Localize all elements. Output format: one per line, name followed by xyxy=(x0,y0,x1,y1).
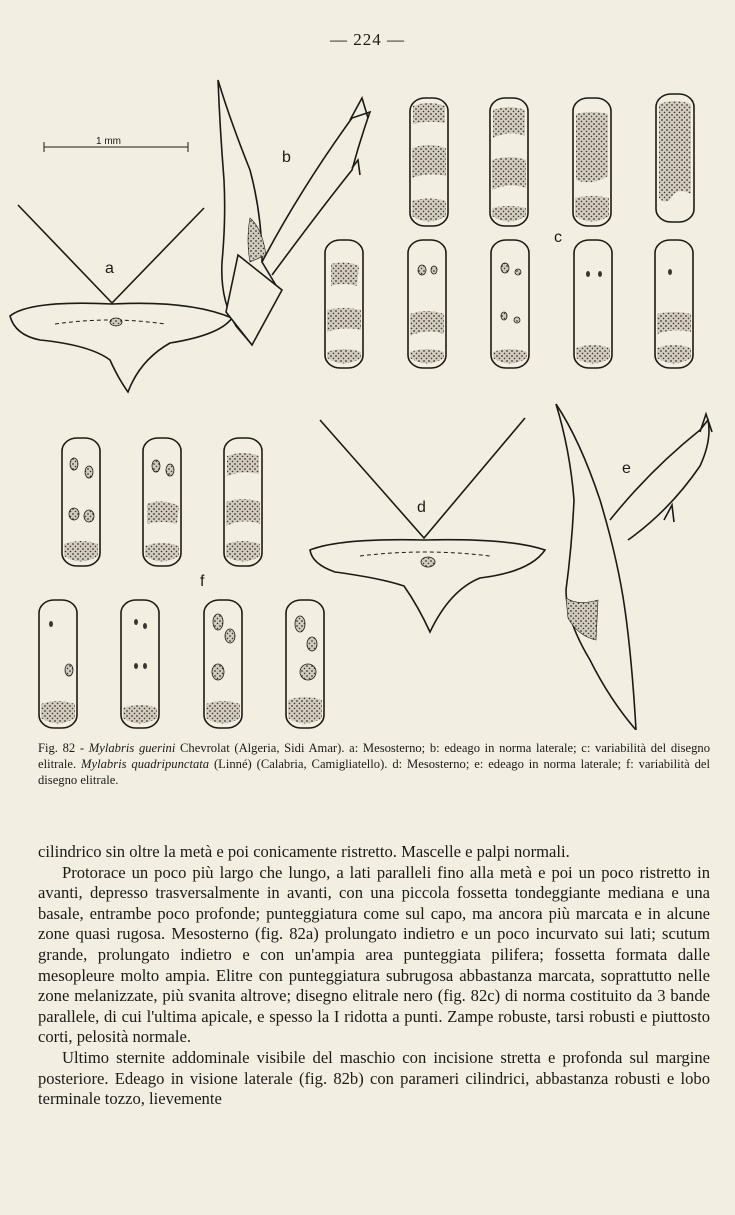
paragraph-2: Protorace un poco più largo che lungo, a lati paralleli fino alla metà e poi un poco ristretto in avanti, depresso trasversalmente in avanti, con una piccola fossetta tondeggiante mediana e una basale, entrambe poco profonde; punteggiatura come sul capo, ma ancora più marcata e in alcune zone quasi rugosa. Mesosterno (fig. 82a) prolungato indietro e un poco incurvato sui lati; scutum grande, prolungato indietro e con un'ampia area punteggiata pilifera; fossetta formata dalle mesopleure molto ampia. Elitre con punteggiatura subrugosa abbastanza marcata, soprattutto nelle zone melanizzate, più svanita altrove; disegno elitrale nero (fig. 82c) di norma costituito da 3 bande parallele, di cui l'ultima apicale, e spesso la I ridotta a punti. Zampe robuste, tarsi robusti e piuttosto corti, pelosità normale. xyxy=(38,862,710,1047)
caption-fig-number: Fig. 82 - xyxy=(38,741,89,755)
paragraph-1: cilindrico sin oltre la metà e poi conicamente ristretto. Mascelle e palpi normali. xyxy=(38,842,570,861)
drawing-d-mesosternum xyxy=(310,418,545,632)
caption-text-2: (Linné) (Calabria, Camigliatello). d: Mesosterno; e: edeago in norma laterale; f: variabilità del disegno elitrale. xyxy=(38,757,710,787)
drawing-f-elytra xyxy=(62,438,262,566)
page-number: — 224 — xyxy=(330,30,405,49)
drawing-a-mesosternum xyxy=(10,205,232,392)
drawing-c-elytra xyxy=(410,94,694,226)
label-a: a xyxy=(105,260,114,277)
body-text xyxy=(38,842,710,1110)
drawing-c-elytra-row2 xyxy=(325,240,693,368)
caption-text-1: Chevrolat (Algeria, Sidi Amar). a: Mesosterno; b: edeago in norma laterale; c: variabilità del disegno elitrale. xyxy=(38,741,711,771)
caption-species-2: Mylabris quadripunctata xyxy=(81,757,210,771)
caption-species-1: Mylabris guerini xyxy=(88,741,176,755)
label-c: c xyxy=(554,229,562,246)
label-b: b xyxy=(282,149,291,166)
paragraph-3: Ultimo sternite addominale visibile del maschio con incisione stretta e profonda sul margine posteriore. Edeago in visione laterale (fig. 82b) con parameri cilindrici, abbastanza robusti e lobo terminale tozzo, lievemente xyxy=(38,1047,710,1109)
figure-82 xyxy=(0,60,735,730)
scale-label: 1 mm xyxy=(96,136,121,147)
label-d: d xyxy=(417,499,426,516)
scale-bar xyxy=(44,136,188,152)
figure-caption xyxy=(38,740,710,788)
drawing-f-elytra-row2 xyxy=(39,600,324,728)
drawing-e-aedeagus xyxy=(556,404,712,730)
label-e: e xyxy=(622,460,631,477)
label-f: f xyxy=(200,573,205,590)
